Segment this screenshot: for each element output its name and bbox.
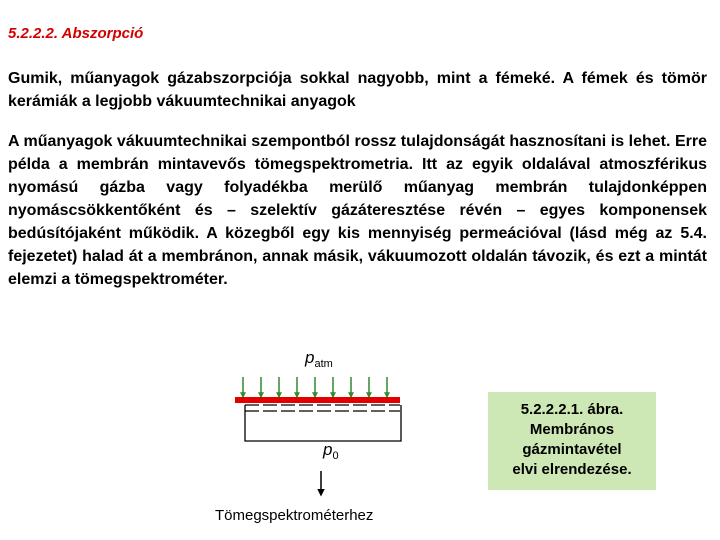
membrane-support — [245, 405, 400, 411]
caption-line-3: gázmintavétel — [522, 441, 622, 458]
p-atm-label: $p_{atm}$ — [305, 348, 333, 370]
figure-caption — [488, 392, 656, 490]
membrane — [235, 397, 400, 403]
paragraph-2: A műanyagok vákuumtechnikai szempontból rossz tulajdonságát hasznosítani is lehet. Erre példa a membrán mintavevős tömegspektrometria. Itt az egyik oldalával atmoszférikus nyomású gázba vagy folyadékba merülő műanyag membrán tulajdonképpen nyomáscsökkentőként és – szelektív gázáteresztése révén – egyes komponensek bedúsítójaként működik. A közegből egy kis mennyiség permeációval (lásd még az 5.4. fejezetet) halad át a membránon, annak másik, vákuumozott oldalán távozik, és ezt a mintát elemzi a tömegspektrométer. — [8, 133, 707, 288]
outlet-label: Tömegspektrométerhez — [215, 507, 374, 524]
p-zero-label: $p_0$ — [323, 440, 339, 462]
caption-line-4: elvi elrendezése. — [512, 461, 632, 478]
caption-line-2: Membrános — [529, 421, 615, 438]
gas-flow-arrows — [243, 377, 387, 397]
paragraph-1: Gumik, műanyagok gázabszorpciója sokkal nagyobb, mint a fémeké. A fémek és tömör kerámiák a legjobb vákuumtechnikai anyagok — [8, 70, 707, 110]
caption-line-1: 5.2.2.2.1. ábra. — [520, 401, 624, 418]
section-heading: 5.2.2.2. Abszorpció — [8, 25, 144, 42]
membrane-sampling-diagram — [205, 345, 445, 530]
